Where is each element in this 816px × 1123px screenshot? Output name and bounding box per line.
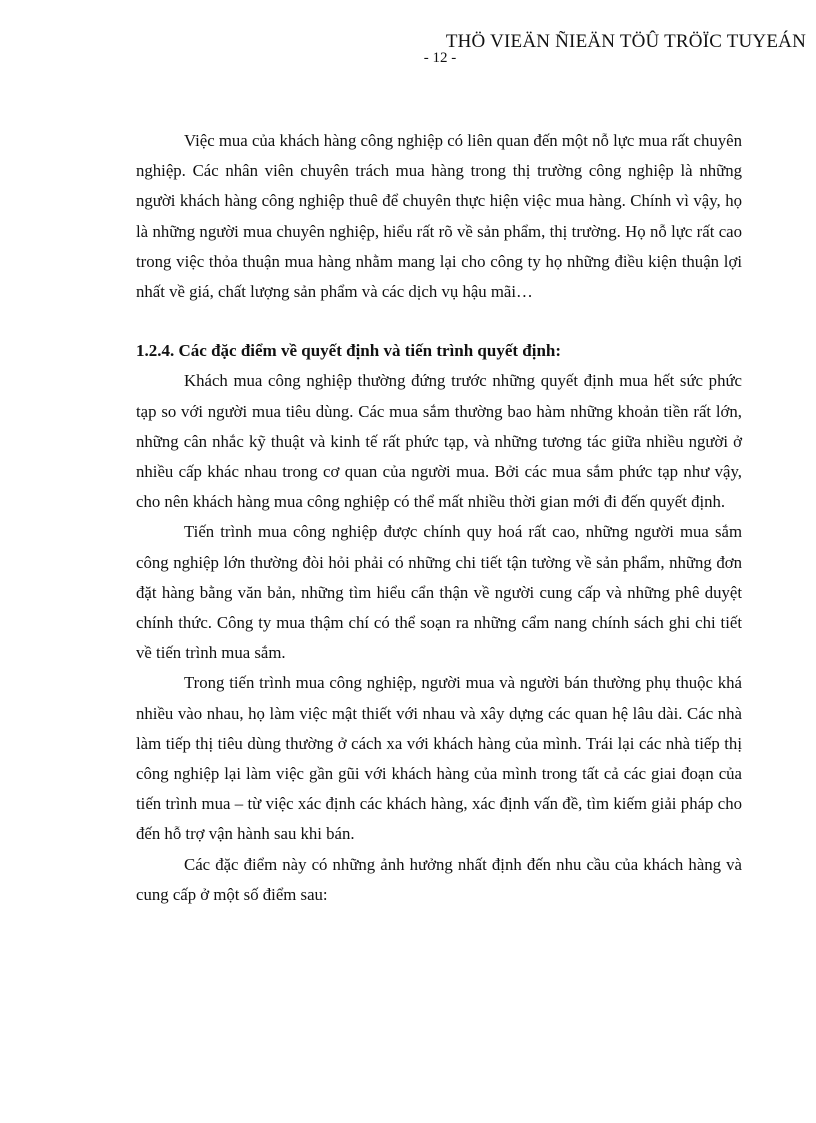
paragraph-complex-decisions: Khách mua công nghiệp thường đứng trước những quyết định mua hết sức phức tạp so với người mua tiêu dùng. Các mua sắm thường bao hàm những khoản tiền rất lớn, những cân nhắc kỹ thuật và kinh tế rất phức tạp, và những tương tác giữa nhiều người ở nhiều cấp khác nhau trong cơ quan của người mua. Bởi các mua sắm phức tạp như vậy, cho nên khách hàng mua công nghiệp có thể mất nhiều thời gian mới đi đến quyết định.: [136, 371, 742, 512]
paragraph-buyer-seller-relationship: Trong tiến trình mua công nghiệp, người mua và người bán thường phụ thuộc khá nhiều vào nhau, họ làm việc mật thiết với nhau và xây dựng các quan hệ lâu dài. Các nhà làm tiếp thị tiêu dùng thường ở cách xa với khách hàng của mình. Trái lại các nhà tiếp thị công nghiệp lại làm việc gần gũi với khách hàng của mình trong tất cả các giai đoạn của tiến trình mua – từ việc xác định các khách hàng, xác định vấn đề, tìm kiếm giải pháp cho đến hỗ trợ vận hành sau khi bán.: [136, 673, 742, 844]
page-number: - 12 -: [423, 50, 457, 66]
library-watermark-header: THÖ VIEÄN ÑIEÄN TÖÛ TRÖÏC TUYEÁN: [445, 31, 806, 52]
paragraph-formal-process: Tiến trình mua công nghiệp được chính quy hoá rất cao, những người mua sắm công nghiệp lớn thường đòi hỏi phải có những chi tiết tận tường về sản phẩm, những đơn đặt hàng bằng văn bản, những tìm hiểu cẩn thận về người cung cấp và những phê duyệt chính thức. Công ty mua thậm chí có thể soạn ra những cẩm nang chính sách ghi chi tiết về tiến trình mua sắm.: [136, 522, 742, 663]
section-heading: 1.2.4. Các đặc điểm về quyết định và tiến trình quyết định:: [136, 341, 562, 361]
paragraph-industrial-purchasing: Việc mua của khách hàng công nghiệp có liên quan đến một nỗ lực mua rất chuyên nghiệp. Các nhân viên chuyên trách mua hàng trong thị trường công nghiệp là những người khách hàng công nghiệp thuê để chuyên thực hiện việc mua hàng. Chính vì vậy, họ là những người mua chuyên nghiệp, hiểu rất rõ về sản phẩm, thị trường. Họ nỗ lực rất cao trong việc thỏa thuận mua hàng nhằm mang lại cho công ty họ những điều kiện thuận lợi nhất về giá, chất lượng sản phẩm và các dịch vụ hậu mãi…: [136, 131, 742, 302]
document-body: [136, 126, 742, 910]
paragraph-characteristics-summary: Các đặc điểm này có những ảnh hưởng nhất định đến nhu cầu của khách hàng và cung cấp ở một số điểm sau:: [136, 854, 742, 904]
